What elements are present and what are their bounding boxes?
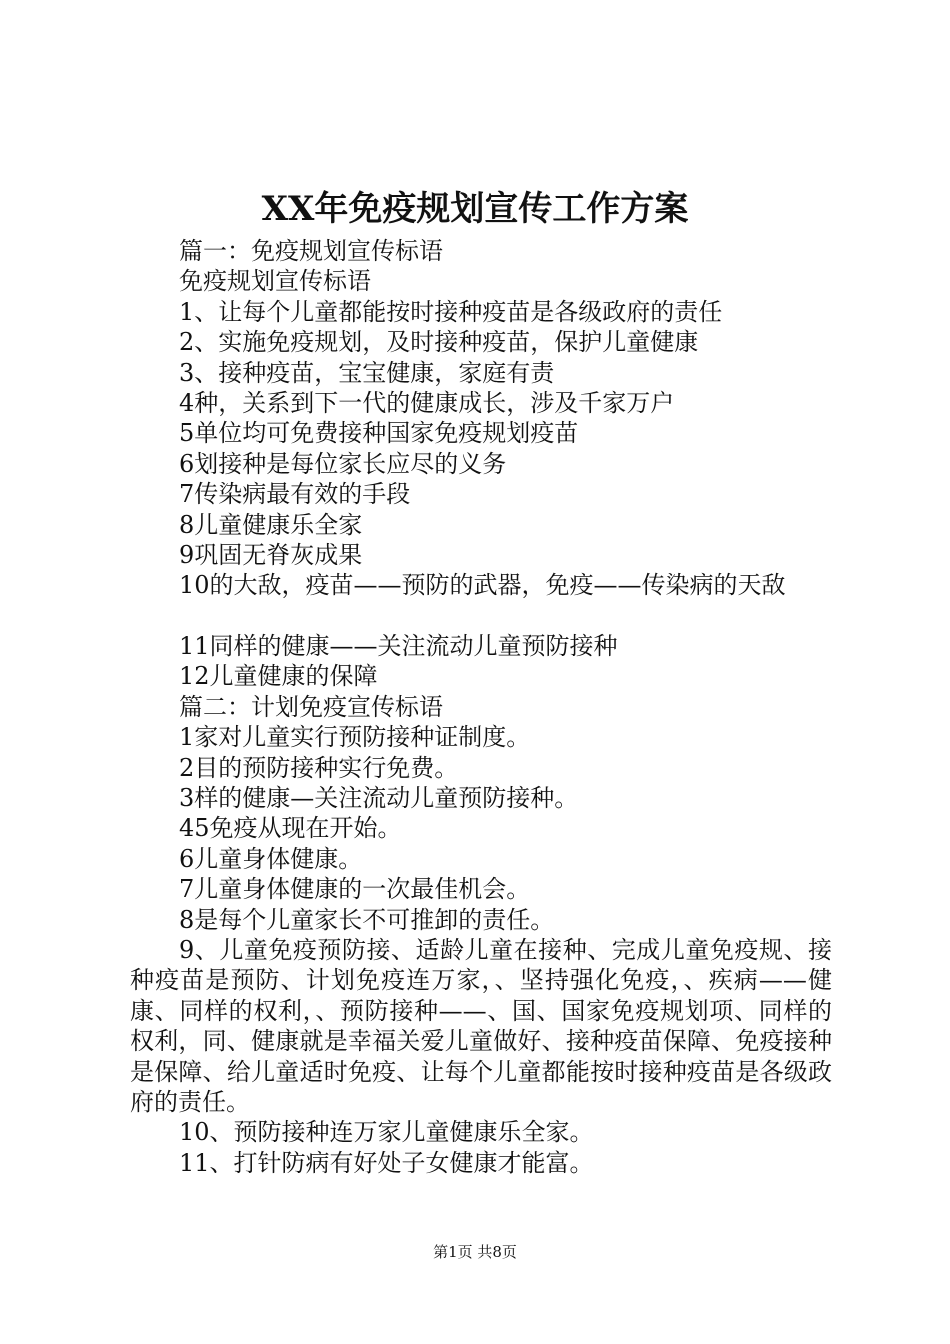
slogan-line: 1家对儿童实行预防接种证制度。 [179, 723, 531, 752]
subheading: 免疫规划宣传标语 [179, 267, 371, 296]
slogan-line: 10的大敌，疫苗——预防的武器，免疫——传染病的天敌 [179, 571, 786, 600]
slogan-line: 2目的预防接种实行免费。 [179, 753, 459, 782]
slogan-line: 1、让每个儿童都能按时接种疫苗是各级政府的责任 [179, 297, 723, 326]
section-heading-1: 篇一：免疫规划宣传标语 [179, 237, 443, 265]
slogan-line: 7儿童身体健康的一次最佳机会。 [179, 875, 531, 904]
document-title: XX年免疫规划宣传工作方案 [261, 189, 689, 229]
slogan-line: 10、预防接种连万家儿童健康乐全家。 [179, 1118, 594, 1147]
slogan-line: 11、打针防病有好处子女健康才能富。 [179, 1148, 594, 1177]
slogan-line: 8是每个儿童家长不可推卸的责任。 [179, 905, 555, 934]
slogan-line: 3、接种疫苗，宝宝健康，家庭有责 [179, 358, 555, 387]
document-body [130, 236, 832, 1178]
blank-line [130, 601, 832, 631]
slogan-line: 7传染病最有效的手段 [179, 480, 411, 509]
slogan-line: 2、实施免疫规划，及时接种疫苗，保护儿童健康 [179, 328, 699, 357]
page-footer: 第1页 共8页 [433, 1243, 517, 1261]
slogan-line: 11同样的健康——关注流动儿童预防接种 [179, 632, 618, 661]
slogan-line: 9巩固无脊灰成果 [179, 540, 363, 569]
slogan-line: 45免疫从现在开始。 [179, 814, 402, 843]
paragraph-9: 9、儿童免疫预防接、适龄儿童在接种、完成儿童免疫规、接种疫苗是预防、计划免疫连万家，、坚持强化免疫，、疾病——健康、同样的权利，、预防接种——、国、国家免疫规划项、同样的权利，同、健康就是幸福关爱儿童做好、接种疫苗保障、免疫接种是保障、给儿童适时免疫、让每个儿童都能按时接种疫苗是各级政府的责任。 [130, 935, 832, 1117]
slogan-line: 4种，关系到下一代的健康成长，涉及千家万户 [179, 388, 675, 417]
slogan-line: 6划接种是每位家长应尽的义务 [179, 449, 507, 478]
section-heading-2: 篇二：计划免疫宣传标语 [179, 692, 443, 721]
slogan-line: 12儿童健康的保障 [179, 662, 378, 691]
slogan-line: 8儿童健康乐全家 [179, 510, 363, 539]
slogan-line: 6儿童身体健康。 [179, 844, 363, 873]
slogan-line: 3样的健康—关注流动儿童预防接种。 [179, 784, 579, 813]
slogan-line: 5单位均可免费接种国家免疫规划疫苗 [179, 419, 579, 448]
